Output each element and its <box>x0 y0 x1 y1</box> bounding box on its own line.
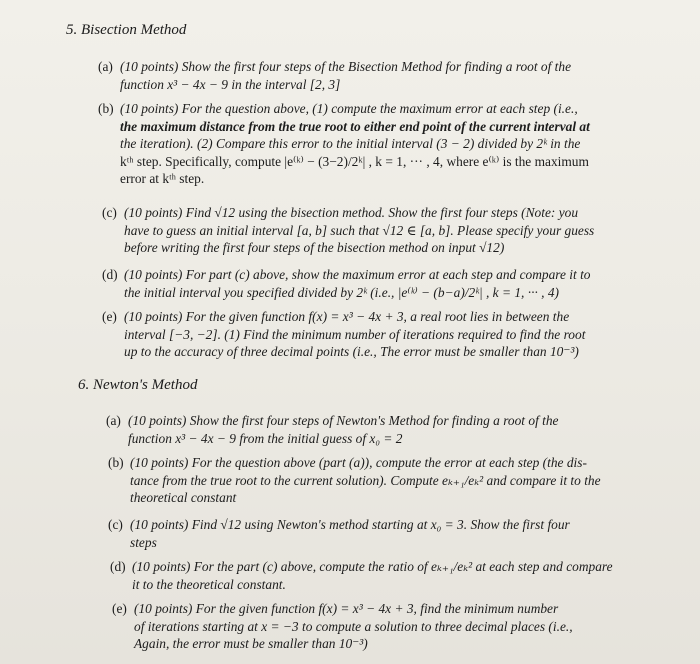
question-label: (d) <box>102 267 118 282</box>
question-label: (c) <box>108 517 123 532</box>
question-line: the initial interval you specified divided by 2ᵏ (i.e., |e⁽ᵏ⁾ − (b−a)/2ᵏ| , k = 1, ··· , 4) <box>124 284 559 300</box>
question-line: interval [−3, −2]. (1) Find the minimum number of iterations required to find the root <box>124 326 586 342</box>
question-line: tance from the true root to the current solution). Compute eₖ₊₁/eₖ² and compare it to the <box>130 472 601 488</box>
question-line: of iterations starting at x = −3 to compute a solution to three decimal places (i.e., <box>134 618 573 634</box>
question-label: (e) <box>102 309 117 324</box>
question-label: (d) <box>110 559 126 574</box>
question-line: kᵗʰ step. Specifically, compute |e⁽ᵏ⁾ − (3−2)/2ᵏ| , k = 1, ··· , 4, where e⁽ᵏ⁾ is the maximum <box>120 153 589 169</box>
question-label: (a) <box>98 59 113 74</box>
question-line: (10 points) For the question above (part (a)), compute the error at each step (the dis- <box>130 455 587 470</box>
section-title-bisection: 5. Bisection Method <box>66 22 187 38</box>
question-line: error at kᵗʰ step. <box>120 171 205 186</box>
section-title-newton: 6. Newton's Method <box>78 377 198 393</box>
question-6c <box>108 516 678 551</box>
question-5d <box>102 266 680 301</box>
question-line: the maximum distance from the true root to either end point of the current interval at <box>120 118 590 134</box>
question-label: (c) <box>102 205 117 220</box>
question-line: have to guess an initial interval [a, b] such that √12 ∈ [a, b]. Please specify your guess <box>124 222 595 238</box>
question-line: (10 points) Show the first four steps of the Bisection Method for finding a root of the <box>120 59 572 74</box>
question-5c <box>102 204 680 257</box>
question-6e <box>112 600 678 653</box>
question-label: (a) <box>106 413 121 428</box>
question-line: (10 points) Find √12 using the bisection method. Show the first four steps (Note: you <box>124 205 579 220</box>
question-6b <box>108 454 678 507</box>
question-line: steps <box>130 534 157 550</box>
question-line: function x³ − 4x − 9 in the interval [2, 3] <box>120 76 341 92</box>
question-label: (b) <box>108 455 124 470</box>
question-line: before writing the first four steps of the bisection method on input √12) <box>124 240 505 255</box>
question-line: it to the theoretical constant. <box>132 576 286 592</box>
question-label: (e) <box>112 601 127 616</box>
question-line: (10 points) For the given function f(x) = x³ − 4x + 3, find the minimum number <box>134 601 559 616</box>
question-line: theoretical constant <box>130 490 237 505</box>
question-line: (10 points) For the given function f(x) = x³ − 4x + 3, a real root lies in between the <box>124 309 570 324</box>
question-6a <box>106 412 678 447</box>
question-line: (10 points) For the question above, (1) compute the maximum error at each step (i.e., <box>120 101 578 116</box>
question-5a <box>98 58 680 93</box>
question-line: the iteration). (2) Compare this error to the initial interval (3 − 2) divided by 2ᵏ in the <box>120 136 581 151</box>
question-label: (b) <box>98 101 114 116</box>
question-line: (10 points) For the part (c) above, compute the ratio of eₖ₊₁/eₖ² at each step and compare <box>132 559 613 574</box>
question-line: (10 points) For part (c) above, show the maximum error at each step and compare it to <box>124 267 591 282</box>
question-line: Again, the error must be smaller than 10⁻³) <box>134 636 368 651</box>
question-line: (10 points) Show the first four steps of Newton's Method for finding a root of the <box>128 413 559 428</box>
question-5e <box>102 308 680 361</box>
question-line: function x³ − 4x − 9 from the initial guess of x₀ = 2 <box>128 430 403 446</box>
question-6d <box>110 558 678 593</box>
question-line: up to the accuracy of three decimal points (i.e., The error must be smaller than 10⁻³) <box>124 344 579 359</box>
question-5b <box>98 100 680 188</box>
question-line: (10 points) Find √12 using Newton's method starting at x₀ = 3. Show the first four <box>130 517 570 532</box>
